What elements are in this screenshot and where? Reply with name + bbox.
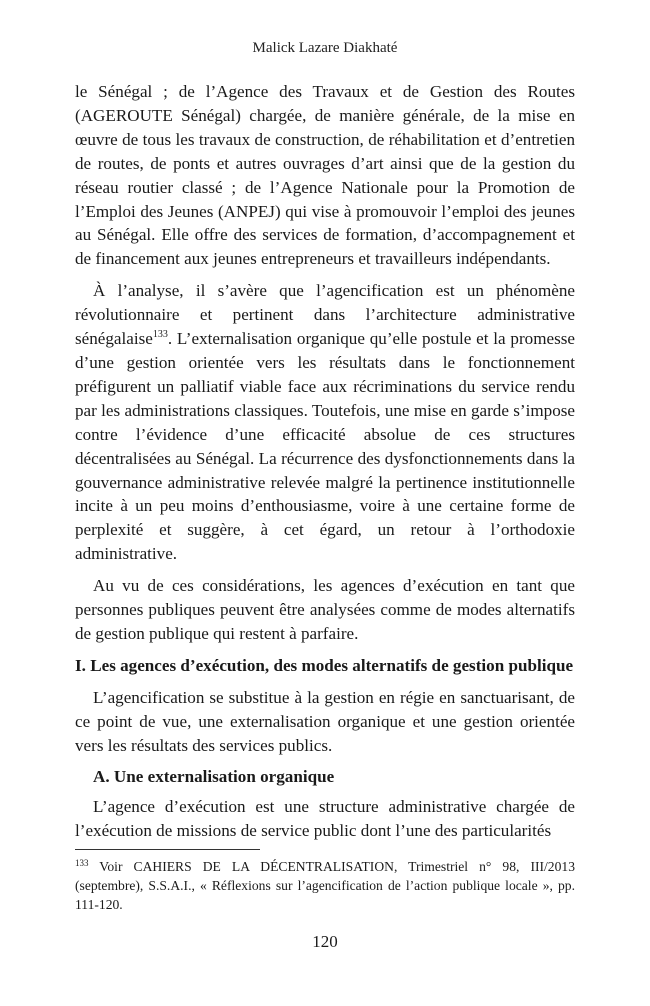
footnote-133 [75, 857, 575, 914]
running-header-author: Malick Lazare Diakhaté [252, 40, 398, 56]
page-number: 120 [312, 932, 338, 951]
paragraph-2-part-1: À l’analyse, il s’avère que l’agencification est un phénomène révolutionnaire et pertinent dans l’architecture administrative sénégalaise [75, 281, 575, 349]
footnote-reference[interactable]: 133 [152, 329, 168, 341]
paragraph-1: le Sénégal ; de l’Agence des Travaux et de Gestion des Routes (AGEROUTE Sénégal) chargée, de manière générale, de la mise en œuvre de tous les travaux de construction, de réhabilitation et d’entretien de routes, de ponts et autres ouvrages d’art ainsi que de la gestion du réseau routier classé ; de l’Agence Nationale pour la Promotion de l’Emploi des Jeunes (ANPEJ) qui vise à promouvoir l’emploi des jeunes au Sénégal. Elle offre des services de formation, d’accompagnement et de financement aux jeunes entrepreneurs et travailleurs indépendants. [75, 82, 575, 269]
paragraph-2-part-2: . L’externalisation organique qu’elle postule et la promesse d’une gestion orientée vers les résultats dans le fonctionnement préfigurent un palliatif viable face aux récriminations du service rendu par les administrations classiques. Toutefois, une mise en garde s’impose contre l’évidence d’une efficacité absolue de ces structures décentralisées au Sénégal. La récurrence des dysfonctionnements dans la gouvernance administrative relevée malgré la pertinence institutionnelle incite à un peu moins d’enthousiasme, voire à une certaine forme de perplexité et suggère, à cet égard, un retour à l’orthodoxie administrative. [75, 329, 575, 564]
footnote-text: Voir CAHIERS DE LA DÉCENTRALISATION, Trimestriel n° 98, III/2013 (septembre), S.S.A.I., « Réflexions sur l’agencification de l’action publique locale », pp. 111-120. [75, 859, 575, 912]
paragraph-4: L’agencification se substitue à la gestion en régie en sanctuarisant, de ce point de vue, une externalisation organique et une gestion orientée vers les résultats des services publics. [75, 687, 575, 755]
paragraph-3: Au vu de ces considérations, les agences d’exécution en tant que personnes publiques peuvent être analysées comme de modes alternatifs de gestion publique qui restent à parfaire. [75, 576, 575, 643]
footnote-number: 133 [75, 858, 89, 868]
paragraph-5: L’agence d’exécution est une structure administrative chargée de l’exécution de missions de service public dont l’une des particularités [75, 797, 575, 841]
main-text [75, 80, 575, 851]
subsection-heading-a: A. Une externalisation organique [93, 767, 335, 787]
section-heading-1: I. Les agences d’exécution, des modes alternatifs de gestion publique [75, 655, 574, 675]
paragraph-2 [75, 279, 575, 566]
footnote-divider [75, 849, 260, 850]
